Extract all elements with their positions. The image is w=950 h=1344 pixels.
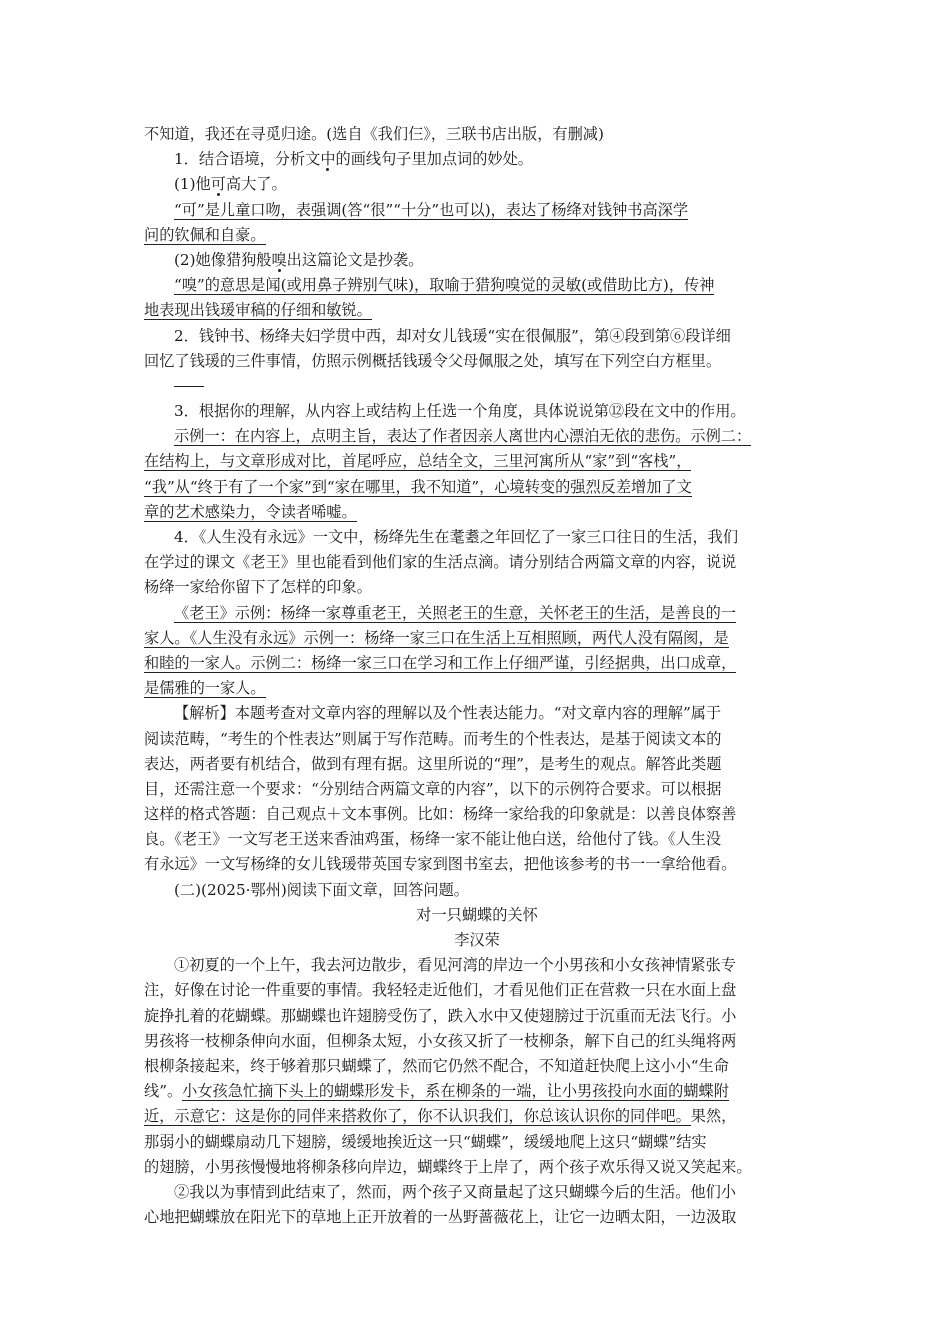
answer-3-line-3 (144, 475, 810, 500)
q1-sub1-pre: (1)他 (174, 175, 211, 194)
question-4-line-1: 4．《人生没有永远》一文中，杨绛先生在耄耋之年回忆了一家三口往日的生活，我们 (174, 528, 739, 546)
question-4-line-3: 杨绛一家给你留下了怎样的印象。 (144, 578, 372, 597)
answer-3-line-4 (144, 500, 810, 525)
answer-1-2-line-1 (144, 273, 810, 298)
question-1-prompt (144, 147, 810, 172)
article-p1-line-4: 男孩将一枝柳条伸向水面，但柳条太短，小女孩又折了一枝柳条，解下自己的红头绳将两 (144, 1031, 737, 1050)
q1-sub1-dot-word: 可 (210, 175, 226, 194)
article-p1-line-2: 注，好像在讨论一件重要的事情。我轻轻走近他们，才看见他们正在营救一只在水面上盘 (144, 981, 737, 1000)
answer-text: “可”是儿童口吻，表强调(答“很”“十分”也可以)，表达了杨绛对钱钟书高深学 (174, 200, 689, 219)
article-p1-line-9: 的翅膀，小男孩慢慢地将柳条移向岸边，蝴蝶终于上岸了，两个孩子欢乐得又说又笑起来。 (144, 1157, 752, 1176)
article-p2-line-1: ②我以为事情到此结束了，然而，两个孩子又商量起了这只蝴蝶今后的生活。他们小 (174, 1182, 736, 1201)
analysis-line-1: 【解析】本题考查对文章内容的理解以及个性表达能力。“对文章内容的理解”属于 (174, 704, 722, 723)
question-4-line-2: 在学过的课文《老王》里也能看到他们家的生活点滴。请分别结合两篇文章的内容，说说 (144, 553, 737, 572)
question-1-sub-2 (144, 248, 810, 273)
q1-prompt-dot: 中 (320, 150, 336, 169)
intro-line: 不知道，我还在寻觅归途。(选自《我们仨》，三联书店出版，有删减) (144, 125, 604, 143)
analysis-line-5: 这样的格式答题：自己观点＋文本事例。比如：杨绛一家给我的印象就是：以善良体察善 (144, 805, 737, 824)
plain-text: 果然， (690, 1107, 737, 1126)
answer-3-line-1 (144, 424, 810, 449)
question-1-sub-1 (144, 172, 810, 197)
answer-text: 示例一：在内容上，点明主旨，表达了作者因亲人离世内心漂泊无依的悲伤。示例二： (174, 427, 752, 446)
document-page (144, 122, 810, 1230)
article-p1-line-8: 那弱小的蝴蝶扇动几下翅膀，缓缓地挨近这一只“蝴蝶”，缓缓地爬上这只“蝴蝶”结实 (144, 1132, 707, 1151)
analysis-line-7: 有永远》一文写杨绛的女儿钱瑗带英国专家到图书室去，把他该参考的书一一拿给他看。 (144, 855, 737, 874)
underlined-sentence: 近，示意它：这是你的同伴来搭救你了，你不认识我们，你总该认识你的同伴吧。 (144, 1107, 691, 1126)
underlined-sentence: 小女孩急忙摘下头上的蝴蝶形发卡，系在柳条的一端，让小男孩投向水面的蝴蝶附 (182, 1082, 729, 1101)
article-author: 李汉荣 (454, 931, 500, 949)
answer-3-line-2 (144, 449, 810, 474)
plain-text: 线”。 (144, 1082, 183, 1101)
answer-text: “嗅”的意思是闻(或用鼻子辨别气味)，取喻于猎狗嗅觉的灵敏(或借助比方)，传神 (174, 276, 715, 295)
answer-text: 问的钦佩和自豪。 (144, 225, 266, 244)
analysis-line-3: 表达，两者要有机结合，做到有理有据。这里所说的“理”，是考生的观点。解答此类题 (144, 754, 722, 773)
answer-2-blank (144, 374, 810, 399)
article-p1-line-7 (144, 1104, 810, 1129)
analysis-line-2: 阅读范畴，“考生的个性表达”则属于写作范畴。而考生的个性表达，是基于阅读文本的 (144, 729, 722, 748)
answer-text: 在结构上，与文章形成对比，首尾呼应，总结全文，三里河寓所从“家”到“客栈”， (144, 452, 692, 471)
answer-text: 《老王》示例：杨绛一家尊重老王，关照老王的生意，关怀老王的生活，是善良的一 (174, 603, 736, 622)
answer-text: 和睦的一家人。示例二：杨绛一家三口在学习和工作上仔细严谨，引经据典，出口成章， (144, 653, 737, 672)
answer-4-line-4 (144, 676, 810, 701)
article-p1-line-3: 旋挣扎着的花蝴蝶。那蝴蝶也许翅膀受伤了，跌入水中又使翅膀过于沉重而无法飞行。小 (144, 1006, 737, 1025)
q1-prompt-post: 的画线句子里加点词的妙处。 (335, 150, 533, 169)
answer-1-1-line-2 (144, 223, 810, 248)
answer-text: 是儒雅的一家人。 (144, 679, 266, 698)
analysis-line-4: 目，还需注意一个要求：“分别结合两篇文章的内容”，以下的示例符合要求。可以根据 (144, 779, 722, 798)
article-p1-line-5: 根柳条接起来，终于够着那只蝴蝶了，然而它仍然不配合，不知道赶快爬上这小小“生命 (144, 1056, 729, 1075)
q1-sub2-pre: (2)她像猎狗般 (174, 250, 272, 269)
q1-sub1-post: 高大了。 (225, 175, 287, 194)
answer-text: “我”从“终于有了一个家”到“家在哪里，我不知道”，心境转变的强烈反差增加了文 (144, 477, 692, 496)
answer-1-2-line-2 (144, 298, 810, 323)
article-title: 对一只蝴蝶的关怀 (416, 905, 538, 924)
answer-text: 家人。《人生没有永远》示例一：杨绛一家三口在生活上互相照顾，两代人没有隔阂，是 (144, 628, 729, 647)
article-p1-line-6 (144, 1079, 810, 1104)
article-p1-line-1: ①初夏的一个上午，我去河边散步，看见河湾的岸边一个小男孩和小女孩神情紧张专 (174, 956, 736, 975)
question-2-line-2: 回忆了钱瑗的三件事情，仿照示例概括钱瑗令父母佩服之处，填写在下列空白方框里。 (144, 351, 722, 370)
answer-4-line-2 (144, 626, 810, 651)
blank-dash (174, 386, 204, 387)
answer-4-line-3 (144, 651, 810, 676)
section-2-header: (二)(2025·鄂州)阅读下面文章，回答问题。 (174, 880, 469, 899)
analysis-line-6: 良。《老王》一文写老王送来香油鸡蛋，杨绛一家不能让他白送，给他付了钱。《人生没 (144, 830, 722, 849)
article-p2-line-2: 心地把蝴蝶放在阳光下的草地上正开放着的一丛野蔷薇花上，让它一边晒太阳，一边汲取 (144, 1208, 737, 1227)
answer-text: 地表现出钱瑗审稿的仔细和敏锐。 (144, 301, 372, 320)
q1-prompt-pre: 1．结合语境，分析文 (174, 150, 321, 169)
question-3-prompt: 3．根据你的理解，从内容上或结构上任选一个角度，具体说说第⑫段在文中的作用。 (174, 402, 746, 421)
answer-text: 章的艺术感染力，令读者唏嘘。 (144, 502, 357, 521)
q1-sub2-dot-word: 嗅 (271, 250, 287, 269)
q1-sub2-post: 出这篇论文是抄袭。 (286, 250, 424, 269)
answer-4-line-1 (144, 601, 810, 626)
question-2-line-1: 2．钱钟书、杨绛夫妇学贯中西，却对女儿钱瑗“实在很佩服”，第④段到第⑥段详细 (174, 326, 731, 345)
answer-1-1-line-1 (144, 198, 810, 223)
